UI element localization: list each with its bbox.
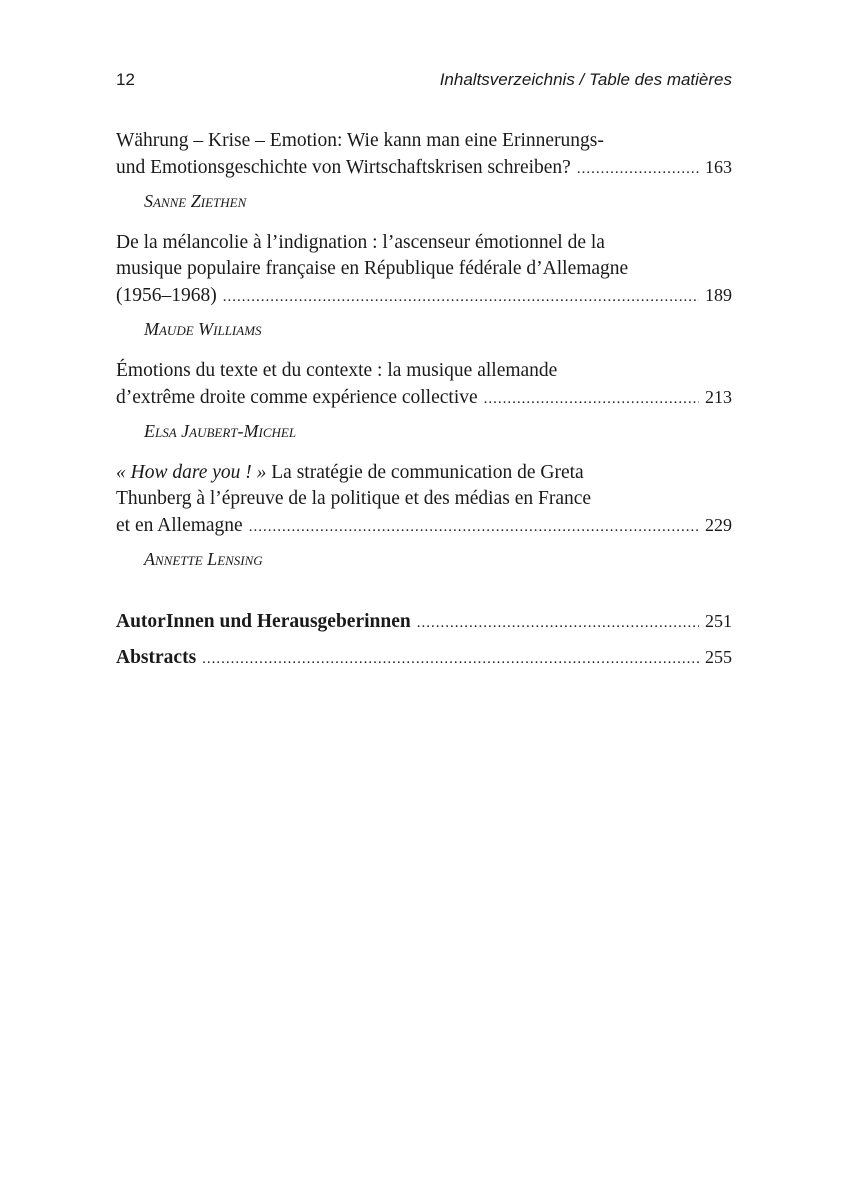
toc-entry-title-last-line [116, 384, 732, 412]
running-title: Inhaltsverzeichnis / Table des matières [439, 70, 732, 89]
toc-page-number: 229 [705, 515, 732, 535]
toc-entry-author: Elsa Jaubert-Michel [144, 421, 297, 441]
dot-leader [249, 514, 699, 540]
toc-entry-author: Sanne Ziethen [144, 191, 247, 211]
toc-entry-title-line: De la mélancolie à l’indignation : l’ascenseur émotionnel de la [116, 232, 605, 253]
table-of-contents [116, 128, 732, 680]
toc-entry-title-last-line [116, 282, 732, 310]
toc-entry-title-rest: La stratégie de communication de Greta [266, 462, 584, 483]
toc-entry-autorinnen [116, 608, 732, 636]
toc-entry-melancolie [116, 230, 732, 342]
dot-leader [484, 386, 699, 412]
toc-entry-title-quote: « How dare you ! » [116, 462, 267, 483]
toc-page-number: 251 [705, 611, 732, 631]
toc-entry-title-line: Émotions du texte et du contexte : la musique allemande [116, 360, 558, 381]
toc-page-number: 163 [705, 157, 732, 177]
toc-entry-title: AutorInnen und Herausgeberinnen [116, 611, 411, 632]
toc-entry-title-line: musique populaire française en République fédérale d’Allemagne [116, 258, 629, 279]
running-header [116, 70, 732, 90]
toc-entry-author: Annette Lensing [144, 549, 263, 569]
toc-entry-title-line: Währung – Krise – Emotion: Wie kann man eine Erinnerungs- [116, 130, 604, 151]
toc-entry-title-line: Thunberg à l’épreuve de la politique et des médias en France [116, 488, 592, 509]
toc-entry-title: Abstracts [116, 647, 197, 668]
toc-page-number: 255 [705, 647, 732, 667]
page-number: 12 [116, 70, 135, 89]
toc-entry-abstracts [116, 644, 732, 672]
toc-entry-emotions [116, 358, 732, 444]
toc-entry-title-line: et en Allemagne [116, 515, 243, 536]
toc-entry-waehrung [116, 128, 732, 214]
toc-entry-title-last-line [116, 644, 732, 672]
toc-entry-how-dare-you [116, 460, 732, 572]
toc-entry-title-line: d’extrême droite comme expérience collective [116, 387, 478, 408]
back-matter-entries [116, 608, 732, 672]
dot-leader [223, 284, 699, 310]
dot-leader [202, 646, 699, 672]
toc-entry-title-line [116, 460, 732, 486]
toc-entry-author: Maude Williams [144, 319, 262, 339]
toc-entry-title-line: (1956–1968) [116, 285, 217, 306]
toc-entry-title-last-line [116, 608, 732, 636]
dot-leader [417, 610, 699, 636]
toc-page-number: 213 [705, 387, 732, 407]
toc-entry-title-last-line [116, 154, 732, 182]
toc-entry-title-line: und Emotionsgeschichte von Wirtschaftskrisen schreiben? [116, 157, 571, 178]
toc-entry-title-last-line [116, 512, 732, 540]
toc-page-number: 189 [705, 285, 732, 305]
dot-leader [577, 156, 699, 182]
